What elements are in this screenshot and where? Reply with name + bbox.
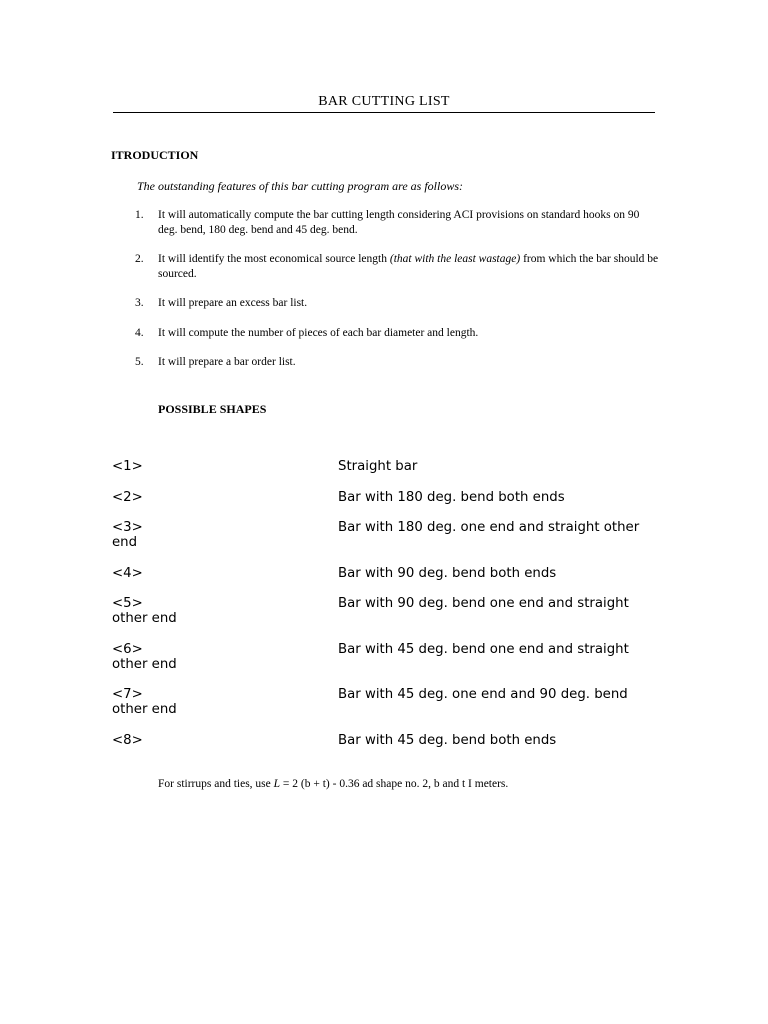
shape-code: <6> [112,641,143,657]
shape-row [112,459,657,474]
shape-code: <4> [112,565,143,581]
shape-row [112,642,657,672]
list-item-text: It will compute the number of pieces of each bar diameter and length. [158,326,479,339]
list-item-text: It will prepare an excess bar list. [158,297,308,309]
shape-row [112,687,657,717]
list-item [130,252,660,281]
shape-description: Bar with 45 deg. one end and 90 deg. bend other end [112,687,628,717]
shape-code: <2> [112,489,143,505]
features-list [130,208,660,385]
section-heading: ITRODUCTION [111,148,199,162]
shape-row [112,490,657,505]
shape-description: Bar with 180 deg. bend both ends [338,489,565,505]
stirrups-formula: = 2 (b + t) - 0.36 ad shape no. 2, b and t I meters. [280,778,509,790]
shape-row [112,566,657,581]
shapes-list [112,459,657,763]
shape-description: Bar with 180 deg. one end and straight other end [112,520,640,550]
list-item-number: 4. [135,326,144,339]
shape-code: <1> [112,459,143,474]
shape-description: Bar with 90 deg. bend one end and straight other end [112,596,629,626]
list-item-text: It will automatically compute the bar cutting length considering ACI provisions on standard hooks on 90 deg. bend, 180 deg. bend and 45 deg. bend. [158,209,640,236]
list-item-text-tail: from which the bar should be sourced. [158,253,659,280]
shape-row [112,733,657,748]
shape-row [112,596,657,626]
list-item-number: 3. [135,297,144,309]
stirrups-note-text: For stirrups and ties, use [158,778,274,790]
list-item-number: 5. [135,356,144,368]
list-item [130,296,660,311]
list-item-number: 1. [135,209,144,221]
shape-row [112,520,657,550]
list-item-text-italic: (that with the least wastage) [389,253,521,265]
shape-code: <5> [112,596,143,611]
shape-code: <7> [112,687,143,702]
document-title: BAR CUTTING LIST [318,94,450,109]
stirrups-note [158,778,508,790]
title-rule [113,112,655,113]
stirrups-length-variable: L [273,778,281,790]
shapes-heading: POSSIBLE SHAPES [158,402,267,416]
list-item-number: 2. [135,253,144,265]
intro-text: The outstanding features of this bar cutting program are as follows: [137,179,464,193]
list-item [130,355,660,370]
shape-description: Bar with 45 deg. bend both ends [338,732,557,748]
shape-code: <3> [112,520,143,535]
shape-description: Bar with 90 deg. bend both ends [338,565,557,581]
list-item-text: It will identify the most economical source length [158,253,390,265]
list-item [130,326,660,341]
shape-description: Straight bar [338,459,418,474]
list-item [130,208,660,237]
list-item-text: It will prepare a bar order list. [158,356,296,368]
shape-description: Bar with 45 deg. bend one end and straight other end [112,641,629,672]
shape-code: <8> [112,732,143,748]
